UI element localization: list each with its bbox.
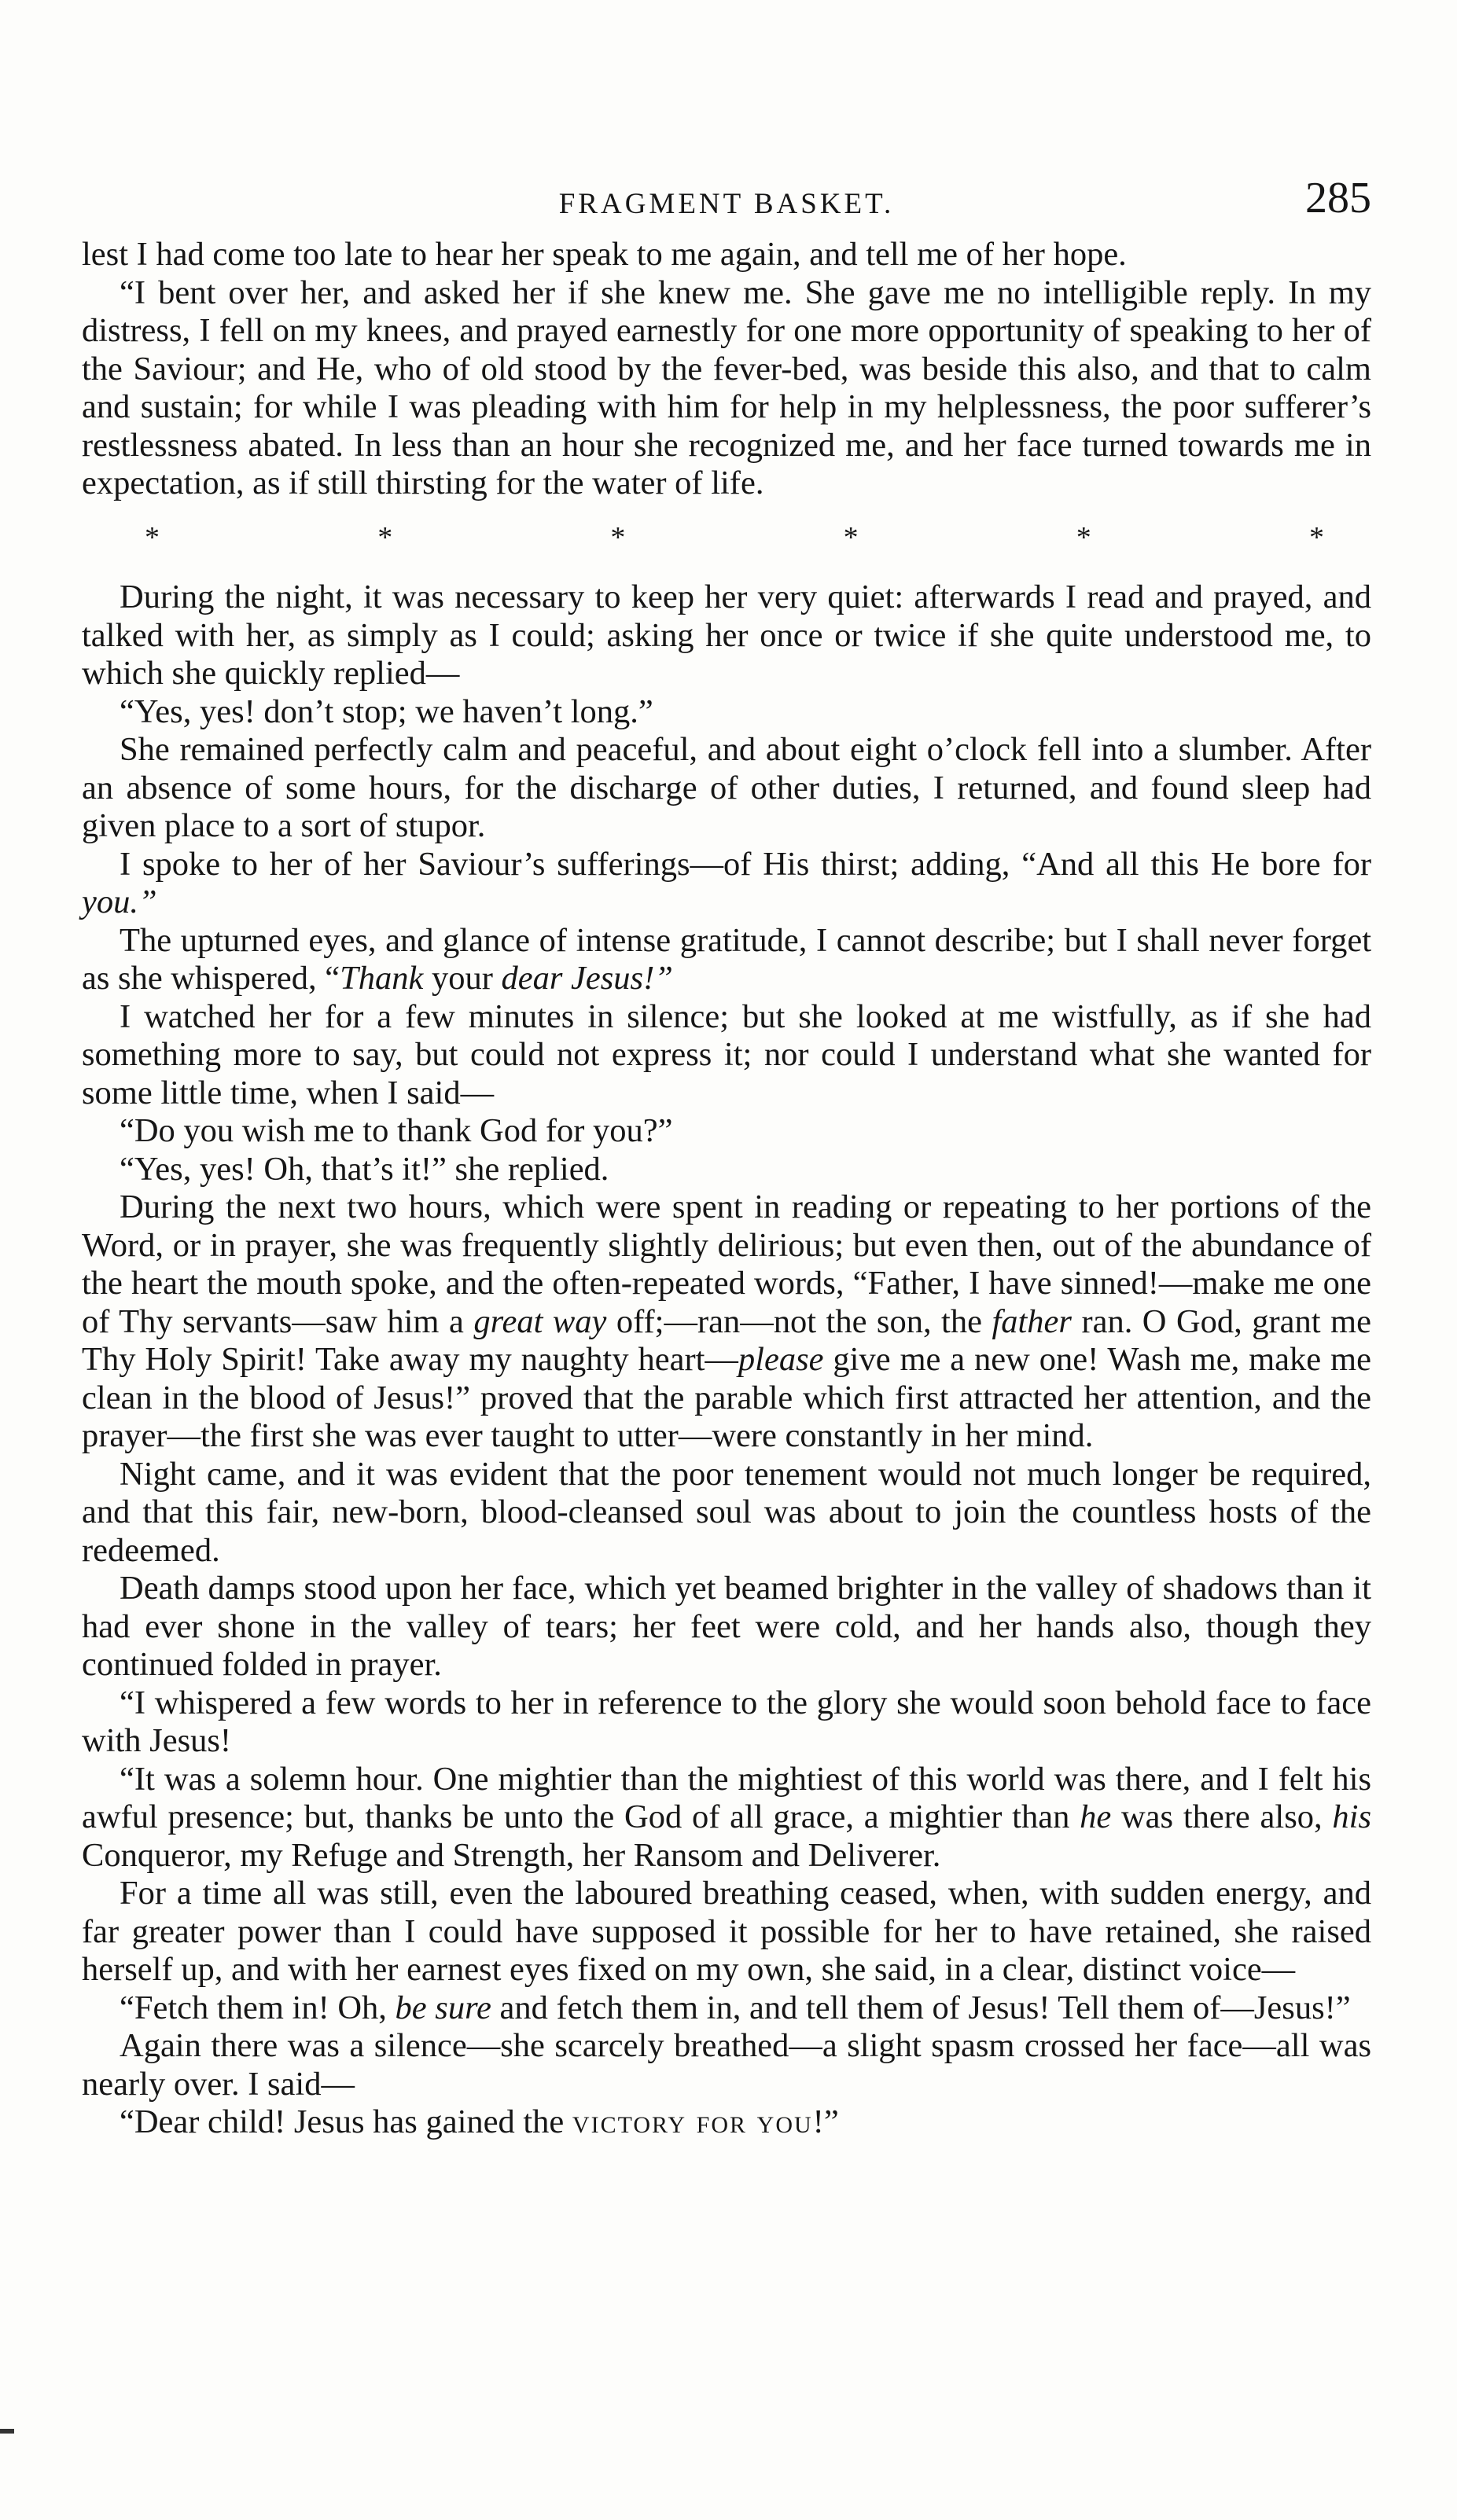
- paragraph: She remained perfectly calm and peaceful, and about eight o’clock fell into a slumber. After an absence of some hours, for the discharge of other duties, I returned, and found sleep had given place to a sort of stupor.: [82, 731, 1371, 844]
- text-run: Conqueror, my Refuge and Strength, her Ransom and Deliverer.: [82, 1836, 941, 1874]
- italic-run: you.”: [82, 883, 157, 920]
- italic-run: be sure: [395, 1989, 491, 2026]
- paragraph: Night came, and it was evident that the poor tenement would not much longer be required, and that this fair, new-born, blood-cleansed soul was about to join the countless hosts of the redeemed.: [82, 1455, 1371, 1569]
- separator-star: *: [377, 520, 393, 554]
- paragraph: For a time all was still, even the laboured breathing ceased, when, with sudden energy, and far greater power than I could have supposed it possible for her to have retained, she raised herself up, and with her earnest eyes fixed on my own, she said, in a clear, distinct voice—: [82, 1875, 1371, 1988]
- body-text: [82, 236, 1371, 2142]
- text-run: The upturned eyes, and glance of intense gratitude, I cannot describe; but I shall never forget as she whispered, “: [82, 921, 1371, 997]
- italic-run: his: [1332, 1798, 1371, 1835]
- text-run: !”: [812, 2103, 839, 2140]
- scan-edge-mark: [0, 2429, 14, 2434]
- paragraph: During the night, it was necessary to keep her very quiet: afterwards I read and prayed, and talked with her, as simply as I could; asking her once or twice if she quite understood me, to which she quickly replied—: [82, 579, 1371, 692]
- paragraph: Again there was a silence—she scarcely breathed—a slight spasm crossed her face—all was nearly over. I said—: [82, 2027, 1371, 2103]
- text-run: was there also,: [1111, 1798, 1333, 1835]
- separator-star: *: [1308, 520, 1324, 554]
- paragraph: Death damps stood upon her face, which yet beamed brighter in the valley of shadows than it had ever shone in the valley of tears; her feet were cold, and her hands also, though they continued folded in prayer.: [82, 1570, 1371, 1683]
- small-caps-run: victory for you: [572, 2103, 813, 2140]
- paragraph: lest I had come too late to hear her speak to me again, and tell me of her hope.: [82, 236, 1127, 273]
- text-run: During the next two hours, which were spent in reading or repeating to her portions of the Word, or in prayer, she was frequently slightly delirious; but even then, out of the abundance of the heart the mouth spoke, and the often-repeated words, “Father, I have sinned!—make me one of Thy servants—saw him a: [82, 1188, 1371, 1340]
- paragraph: “I bent over her, and asked her if she knew me. She gave me no intelligible reply. In my distress, I fell on my knees, and prayed earnestly for one more opportunity of speaking to her of the Saviour; and He, who of old stood by the fever-bed, was beside this also, and that to calm and sustain; for while I was pleading with him for help in my helplessness, the poor sufferer’s restlessness abated. In less than an hour she recognized me, and her face turned towards me in expectation, as if still thirsting for the water of life.: [82, 274, 1371, 501]
- italic-run: father: [992, 1302, 1072, 1340]
- paragraph: [82, 1761, 1371, 1875]
- separator-star: *: [610, 520, 626, 554]
- separator-star: *: [843, 520, 859, 554]
- paragraph: [82, 846, 1371, 922]
- running-head: FRAGMENT BASKET.: [558, 188, 895, 220]
- paragraph: [82, 2103, 1371, 2142]
- paragraph: I watched her for a few minutes in silence; but she looked at me wistfully, as if she had something more to say, but could not express it; nor could I understand what she wanted for some little time, when I said—: [82, 997, 1371, 1111]
- italic-run: please: [738, 1341, 824, 1378]
- page-header: [82, 165, 1371, 236]
- text-run: off;—ran—not the son, the: [606, 1302, 992, 1340]
- paragraph: “I whispered a few words to her in reference to the glory she would soon behold face to face with Jesus!: [82, 1684, 1371, 1759]
- text-run: your: [423, 960, 502, 997]
- paragraph: “Do you wish me to thank God for you?”: [120, 1112, 673, 1149]
- text-run: “Dear child! Jesus has gained the: [120, 2103, 572, 2140]
- paragraph: [82, 1989, 1371, 2028]
- text-run: “Fetch them in! Oh,: [120, 1989, 396, 2026]
- section-separator: [82, 519, 1371, 557]
- paragraph: [82, 1188, 1371, 1456]
- page-number: 285: [1305, 174, 1371, 222]
- italic-run: dear Jesus!”: [501, 960, 673, 997]
- text-run: give me a new one! Wash me, make me clean in the blood of Jesus!” proved that the parable which first attracted her attention, and the prayer—the first she was ever taught to utter—were constantly in her mind.: [82, 1341, 1371, 1454]
- separator-star: *: [1076, 520, 1091, 554]
- paragraph: “Yes, yes! don’t stop; we haven’t long.”: [120, 692, 653, 730]
- paragraph: “Yes, yes! Oh, that’s it!” she replied.: [120, 1150, 609, 1188]
- book-page: [82, 165, 1371, 2142]
- text-run: ran. O God, grant me Thy Holy Spirit! Take away my naughty heart—: [82, 1302, 1371, 1378]
- text-run: I spoke to her of her Saviour’s sufferings—of His thirst; adding, “And all this He bore for: [120, 845, 1371, 883]
- text-run: and fetch them in, and tell them of Jesus! Tell them of—Jesus!”: [491, 1989, 1351, 2026]
- text-run: “It was a solemn hour. One mightier than the mightiest of this world was there, and I felt his awful presence; but, thanks be unto the God of all grace, a mightier than: [82, 1760, 1371, 1835]
- italic-run: great way: [473, 1302, 607, 1340]
- paragraph: [82, 922, 1371, 998]
- italic-run: he: [1080, 1798, 1112, 1835]
- separator-star: *: [145, 520, 160, 554]
- italic-run: Thank: [340, 960, 424, 997]
